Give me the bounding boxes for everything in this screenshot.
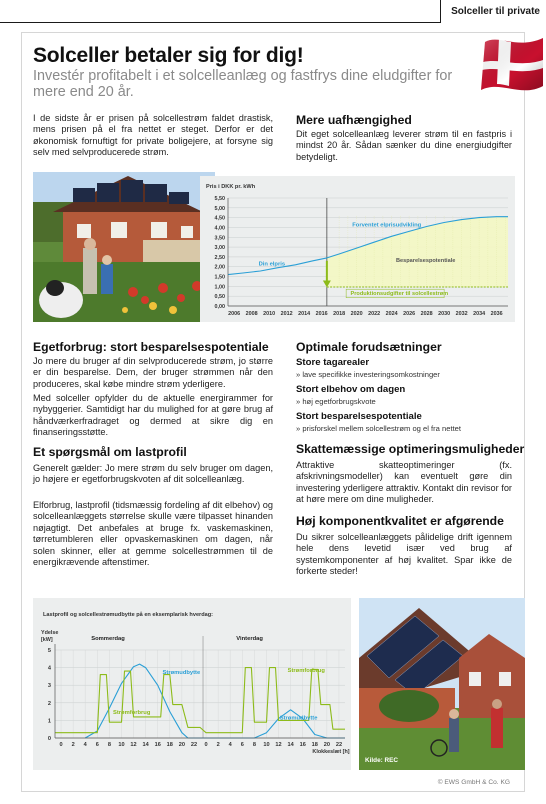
tax-text: Attraktive skatteoptimeringer (fx. afskrivningsmodeller) kan eventuelt gøre din investering yderligere attraktiv. Kontakt din revisor for at høre mere om dine muligheder.	[296, 460, 512, 505]
quality-heading: Høj komponentkvalitet er afgørende	[296, 514, 504, 528]
section-tag: Solceller til privatе	[440, 0, 546, 23]
x-tick-label: 6	[95, 742, 99, 748]
x-tick-label: 2014	[298, 311, 311, 317]
x-tick-label: 2036	[490, 311, 503, 317]
y-axis-label: Ydelse	[41, 630, 59, 636]
load-profile-heading: Et spørgsmål om lastprofil	[33, 445, 187, 459]
house-family-photo	[33, 172, 215, 322]
x-tick-label: 22	[335, 742, 343, 748]
x-tick-label: 2024	[385, 311, 398, 317]
x-tick-label: 2	[71, 742, 75, 748]
independence-heading: Mere uafhængighed	[296, 113, 412, 127]
y-tick-label: 5,50	[214, 196, 225, 202]
load-profile-text-1: Generelt gælder: Jo mere strøm du selv bruger om dagen, jo højere er egetforbrugskvoten af dit solcelleanlæg.	[33, 463, 273, 485]
y-tick-label: 2,00	[214, 264, 225, 271]
x-tick-label: 2026	[403, 311, 416, 317]
y-tick-label: 3,50	[214, 235, 225, 242]
x-tick-label: 2018	[333, 311, 346, 317]
page-title: Solceller betaler sig for dig!	[33, 44, 304, 67]
optimal-item-title: Stort elbehov om dagen	[296, 384, 406, 395]
danish-flag-icon	[477, 28, 543, 98]
y-tick-label: 3	[47, 683, 51, 690]
x-tick-label: 0	[204, 742, 208, 748]
day-label: Vinterdag	[236, 636, 263, 642]
photo-credit: Kilde: REC	[365, 757, 399, 764]
x-tick-label: 16	[299, 742, 306, 748]
copyright: © EWS GmbH & Co. KG	[437, 779, 510, 786]
x-tick-label: 22	[190, 742, 198, 748]
optimal-item-detail: » høj egetforbrugskvote	[296, 397, 376, 406]
x-tick-label: 2010	[263, 311, 276, 317]
x-tick-label: 16	[154, 742, 161, 748]
x-tick-label: 2	[216, 742, 220, 748]
y-tick-label: 5,00	[214, 205, 225, 212]
x-tick-label: 8	[107, 742, 111, 748]
series-label: Din elpris	[258, 261, 286, 268]
x-tick-label: 2028	[420, 311, 433, 317]
y-axis-unit: [kW]	[41, 637, 53, 643]
y-tick-label: 0	[47, 736, 51, 742]
x-tick-label: 12	[275, 742, 282, 748]
optimal-item-detail: » prisforskel mellem solcellestrøm og el fra nettet	[296, 424, 462, 433]
y-tick-label: 5	[47, 648, 51, 654]
optimal-item-title: Store tagarealer	[296, 357, 370, 368]
x-tick-label: 2034	[473, 311, 486, 317]
x-tick-label: 2006	[228, 311, 241, 317]
optimal-item-detail: » lave specifikke investeringsomkostninger	[296, 370, 440, 379]
x-tick-label: 6	[240, 742, 244, 748]
chart-title: Lastprofil og solcellestrømudbytte på en eksemplarisk hverdag:	[43, 612, 214, 618]
x-tick-label: 20	[178, 742, 185, 748]
x-tick-label: 4	[83, 742, 87, 748]
x-tick-label: 2008	[245, 311, 258, 317]
x-tick-label: 18	[311, 742, 318, 748]
page-subtitle: Investér profitabelt i et solcelleanlæg og fastfrys dine eludgifter for mere end 20 år.	[33, 68, 453, 100]
x-tick-label: 12	[130, 742, 137, 748]
x-tick-label: 2016	[315, 311, 328, 317]
series-label: Strømudbytte	[162, 669, 201, 676]
y-tick-label: 0,00	[214, 304, 225, 310]
y-tick-label: 1,00	[214, 284, 225, 291]
price-development-chart	[200, 176, 515, 322]
y-tick-label: 0,50	[214, 294, 225, 301]
house-solar-panels-photo	[359, 598, 525, 770]
y-tick-label: 2	[47, 700, 51, 707]
optimal-item-title: Stort besparelsespotentiale	[296, 411, 422, 422]
y-tick-label: 4,50	[214, 215, 225, 222]
tax-heading: Skattemæssige optimeringsmuligheder	[296, 442, 525, 456]
top-bar	[0, 0, 546, 24]
x-tick-label: 20	[323, 742, 330, 748]
y-tick-label: 4,00	[214, 225, 225, 232]
optimal-heading: Optimale forudsætninger	[296, 340, 442, 354]
x-tick-label: 2012	[280, 311, 293, 317]
x-tick-label: 8	[252, 742, 256, 748]
x-tick-label: 2022	[368, 311, 381, 317]
independence-text: Dit eget solcelleanlæg leverer strøm til en fastpris i mindst 20 år. Sådan sænker du dine energiudgifter betydeligt.	[296, 129, 512, 162]
x-tick-label: 14	[287, 742, 294, 748]
series-label: Strømudbytte	[279, 715, 318, 722]
y-tick-label: 1	[47, 718, 51, 725]
y-tick-label: 3,00	[214, 245, 225, 252]
load-profile-chart	[33, 598, 351, 770]
series-label: Strømforbrug	[287, 668, 325, 674]
series-label: Produktionsudgifter til solcellestrøm	[350, 291, 449, 298]
x-axis-label: Klokkeslæt [h]	[312, 749, 350, 755]
x-tick-label: 14	[142, 742, 149, 748]
own-use-text-2: Med solceller opfylder du de aktuelle energirammer for nybyggerier. Samtidigt har du mulighed for at gøre brug af håndværkerfradraget og dermed at sikre dig en finanseringsstøtte.	[33, 393, 273, 438]
area-label: Besparelsespotentiale	[396, 257, 456, 264]
x-tick-label: 2032	[455, 311, 468, 317]
own-use-heading: Egetforbrug: stort besparelsespotentiale	[33, 340, 269, 354]
y-tick-label: 4	[47, 665, 51, 672]
x-tick-label: 10	[263, 742, 270, 748]
own-use-text-1: Jo mere du bruger af din selvproducerede strøm, jo større er din besparelse. Dem, der bruger strømmen når den produceres, skal købe mindre strøm yderligere.	[33, 356, 273, 389]
intro-text: I de sidste år er prisen på solcellestrøm faldet drastisk, mens prisen på el fra nettet er steget. Derfor er det økonomisk fornuftigt for private boligejere, at forsyne sig selv med selvproducerede strøm.	[33, 113, 273, 158]
y-tick-label: 1,50	[214, 274, 225, 281]
x-tick-label: 18	[166, 742, 173, 748]
y-tick-label: 2,50	[214, 254, 225, 261]
load-profile-text-2: Elforbrug, lastprofil (tidsmæssig fordeling af dit elbehov) og solcelleanlæggets størrelse skulle være tilpasset hinanden nøjagtigt. Det anbefales at bruge fx. vaskemaskinen, tørretumbleren eller opvaskemaskinen om dagen, når solen skinner, eller at gemme solcellestrømmen til de energikrævende aftenstimer.	[33, 500, 273, 568]
x-tick-label: 2020	[350, 311, 363, 317]
x-tick-label: 4	[228, 742, 232, 748]
x-tick-label: 2030	[438, 311, 451, 317]
series-label: Strømforbrug	[113, 710, 151, 717]
chart-title: Pris i DKK pr. kWh	[206, 184, 256, 190]
quality-text: Du sikrer solcelleanlæggets pålidelige drift igennem hele dens levetid især ved brug af systemkomponenter af høj kvalitet. Spar ikke de forkerte steder!	[296, 532, 512, 577]
day-label: Sommerdag	[91, 636, 125, 642]
x-tick-label: 0	[59, 742, 63, 748]
x-tick-label: 10	[118, 742, 125, 748]
series-label: Forventet elprisudvikling	[352, 222, 422, 229]
